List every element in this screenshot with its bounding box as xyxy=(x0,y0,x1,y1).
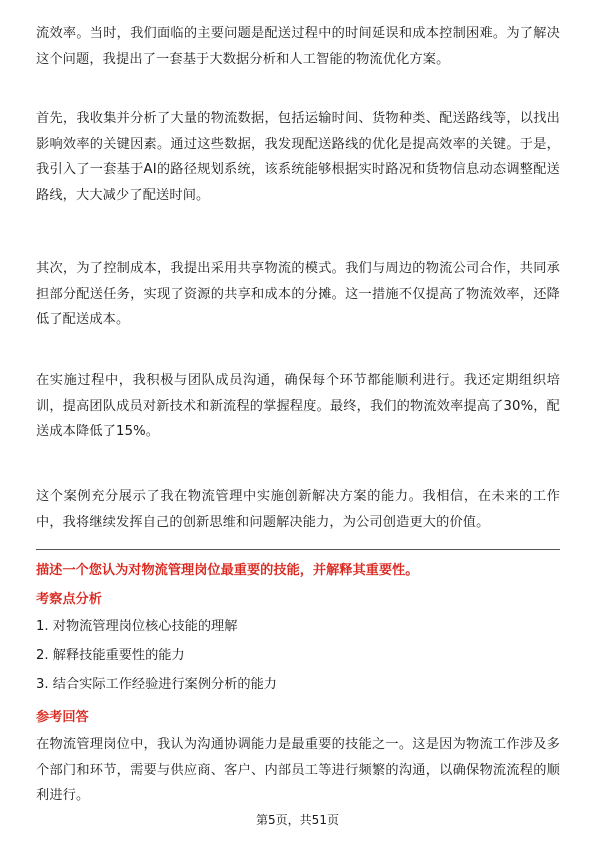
question-title: 描述一个您认为对物流管理岗位最重要的技能，并解释其重要性。 xyxy=(36,563,419,578)
paragraph-implementation: 在实施过程中，我积极与团队成员沟通，确保每个环节都能顺利进行。我还定期组织培训，提高团队成员对新技术和新流程的掌握程度。最终，我们的物流效率提高了30%，配送成本降低了15%。 xyxy=(36,373,560,439)
paragraph-conclusion: 这个案例充分展示了我在物流管理中实施创新解决方案的能力。我相信，在未来的工作中，我将继续发挥自己的创新思维和问题解决能力，为公司创造更大的价值。 xyxy=(36,489,560,530)
analysis-item: 3. 结合实际工作经验进行案例分析的能力 xyxy=(36,677,277,692)
paragraph-intro-continued: 流效率。当时，我们面临的主要问题是配送过程中的时间延误和成本控制困难。为了解决这个问题，我提出了一套基于大数据分析和人工智能的物流优化方案。 xyxy=(36,26,560,67)
section-divider xyxy=(36,549,560,550)
analysis-item: 1. 对物流管理岗位核心技能的理解 xyxy=(36,619,238,634)
paragraph-first-step: 首先，我收集并分析了大量的物流数据，包括运输时间、货物种类、配送路线等，以找出影响效率的关键因素。通过这些数据，我发现配送路线的优化是提高效率的关键。于是，我引入了一套基于AI的路径规划系统，该系统能够根据实时路况和货物信息动态调整配送路线，大大减少了配送时间。 xyxy=(36,111,560,203)
reference-heading: 参考回答 xyxy=(36,710,89,725)
page-number-footer: 第5页，共51页 xyxy=(256,813,339,827)
analysis-item: 2. 解释技能重要性的能力 xyxy=(36,648,185,663)
paragraph-second-step: 其次，为了控制成本，我提出采用共享物流的模式。我们与周边的物流公司合作，共同承担部分配送任务，实现了资源的共享和成本的分摊。这一措施不仅提高了物流效率，还降低了配送成本。 xyxy=(36,261,560,327)
reference-answer: 在物流管理岗位中，我认为沟通协调能力是最重要的技能之一。这是因为物流工作涉及多个部门和环节，需要与供应商、客户、内部员工等进行频繁的沟通，以确保物流流程的顺利进行。 xyxy=(36,737,560,803)
analysis-heading: 考察点分析 xyxy=(36,592,102,607)
